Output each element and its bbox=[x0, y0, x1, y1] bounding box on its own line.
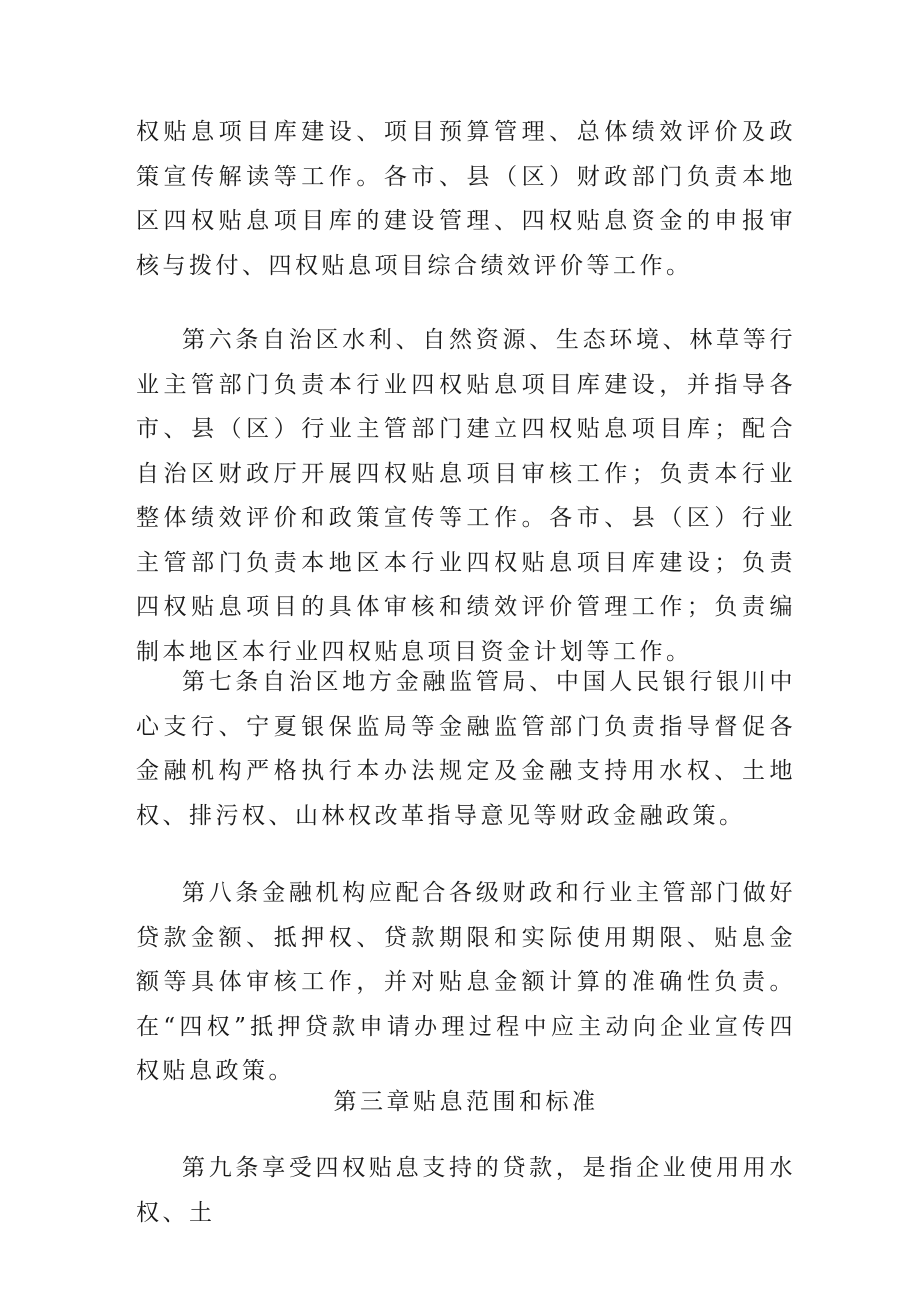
paragraph-article-8: 第八条金融机构应配合各级财政和行业主管部门做好贷款金额、抵押权、贷款期限和实际使用期限、贴息金额等具体审核工作，并对贴息金额计算的准确性负责。在“四权”抵押贷款申请办理过程中应主动向企业宣传四权贴息政策。 bbox=[136, 880, 796, 1084]
chapter-heading: 第三章贴息范围和标准 bbox=[333, 1089, 599, 1115]
paragraph-continuation: 权贴息项目库建设、项目预算管理、总体绩效评价及政策宣传解读等工作。各市、县（区）财政部门负责本地区四权贴息项目库的建设管理、四权贴息资金的申报审核与拨付、四权贴息项目综合绩效评价等工作。 bbox=[136, 119, 796, 279]
paragraph-article-9: 第九条享受四权贴息支持的贷款，是指企业使用用水权、土 bbox=[136, 1155, 796, 1226]
paragraph-article-6: 第六条自治区水利、自然资源、生态环境、林草等行业主管部门负责本行业四权贴息项目库建设，并指导各市、县（区）行业主管部门建立四权贴息项目库；配合自治区财政厅开展四权贴息项目审核工作；负责本行业整体绩效评价和政策宣传等工作。各市、县（区）行业主管部门负责本地区本行业四权贴息项目库建设；负责四权贴息项目的具体审核和绩效评价管理工作；负责编制本地区本行业四权贴息项目资金计划等工作。 bbox=[136, 327, 796, 665]
paragraph-article-7: 第七条自治区地方金融监管局、中国人民银行银川中心支行、宁夏银保监局等金融监管部门负责指导督促各金融机构严格执行本办法规定及金融支持用水权、土地权、排污权、山林权改革指导意见等财政金融政策。 bbox=[136, 669, 796, 829]
